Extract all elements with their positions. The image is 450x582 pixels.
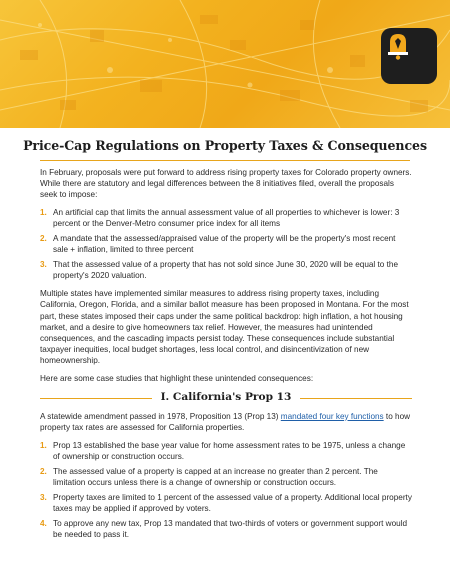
prop13-lead-paragraph: A statewide amendment passed in 1978, Proposition 13 (Prop 13) mandated four key functions to how property tax rates are assessed for California properties. xyxy=(40,411,411,432)
case-study-paragraph: Here are some case studies that highlight these unintended consequences: xyxy=(40,374,314,384)
section-title: I. California's Prop 13 xyxy=(160,391,292,404)
page-title: Price-Cap Regulations on Property Taxes & Consequences xyxy=(23,138,427,153)
section-heading xyxy=(40,392,412,403)
intro-paragraph: In February, proposals were put forward to address rising property taxes for Colorado property owners. While there are statutory and legal differences between the 8 initiatives filed, overall the proposals seek to impose: xyxy=(40,168,412,200)
list-item: 3. That the assessed value of a property that has not sold since June 30, 2020 will be equal to the property's 2020 valuation. xyxy=(40,260,399,281)
heading-rule-left xyxy=(40,398,152,399)
prop13-list xyxy=(40,440,412,540)
list-item: 2. A mandate that the assessed/appraised value of the property will be the property's most recent sale + inflation, limited to three percent xyxy=(40,234,396,255)
proposal-list xyxy=(40,207,412,281)
list-item: 1. An artificial cap that limits the annual assessment value of all properties to whichever is lower: 3 percent or the Denver-Metro consumer price index for all items xyxy=(40,208,400,229)
list-item: 3. Property taxes are limited to 1 percent of the assessed value of a property. Additional local property taxes may be applied if approved by voters. xyxy=(40,492,412,513)
states-paragraph: Multiple states have implemented similar measures to address rising property taxes, including California, Oregon, Florida, and a similar ballot measure has been proposed in Montana. For the most part, these states imposed their caps under the same political backdrop: high inflation, a hot housing market, and a desire to give homeowners tax relief. However, the measures had unintended consequences, and the cascading impacts persist today. These consequences include substantial taxpayer inequities, local budget shortages, less local control, and disincentivization of new homeownership. xyxy=(40,289,409,366)
list-item: 1. Prop 13 established the base year value for home assessment rates to be 1975, unless a change of ownership or construction occurs. xyxy=(40,440,406,461)
list-item: 2. The assessed value of a property is capped at an increase no greater than 2 percent. The limitation occurs unless there is a change of ownership or construction occurs. xyxy=(40,466,378,487)
mandated-functions-link[interactable]: mandated four key functions xyxy=(280,411,384,421)
logo-badge xyxy=(381,28,437,84)
title-divider xyxy=(40,160,410,161)
bell-icon xyxy=(381,28,415,62)
heading-rule-right xyxy=(300,398,412,399)
header-aerial-image xyxy=(0,0,450,128)
document-body xyxy=(40,167,412,547)
list-item: 4. To approve any new tax, Prop 13 mandated that two-thirds of voters or government support would be needed to pass it. xyxy=(40,518,408,539)
